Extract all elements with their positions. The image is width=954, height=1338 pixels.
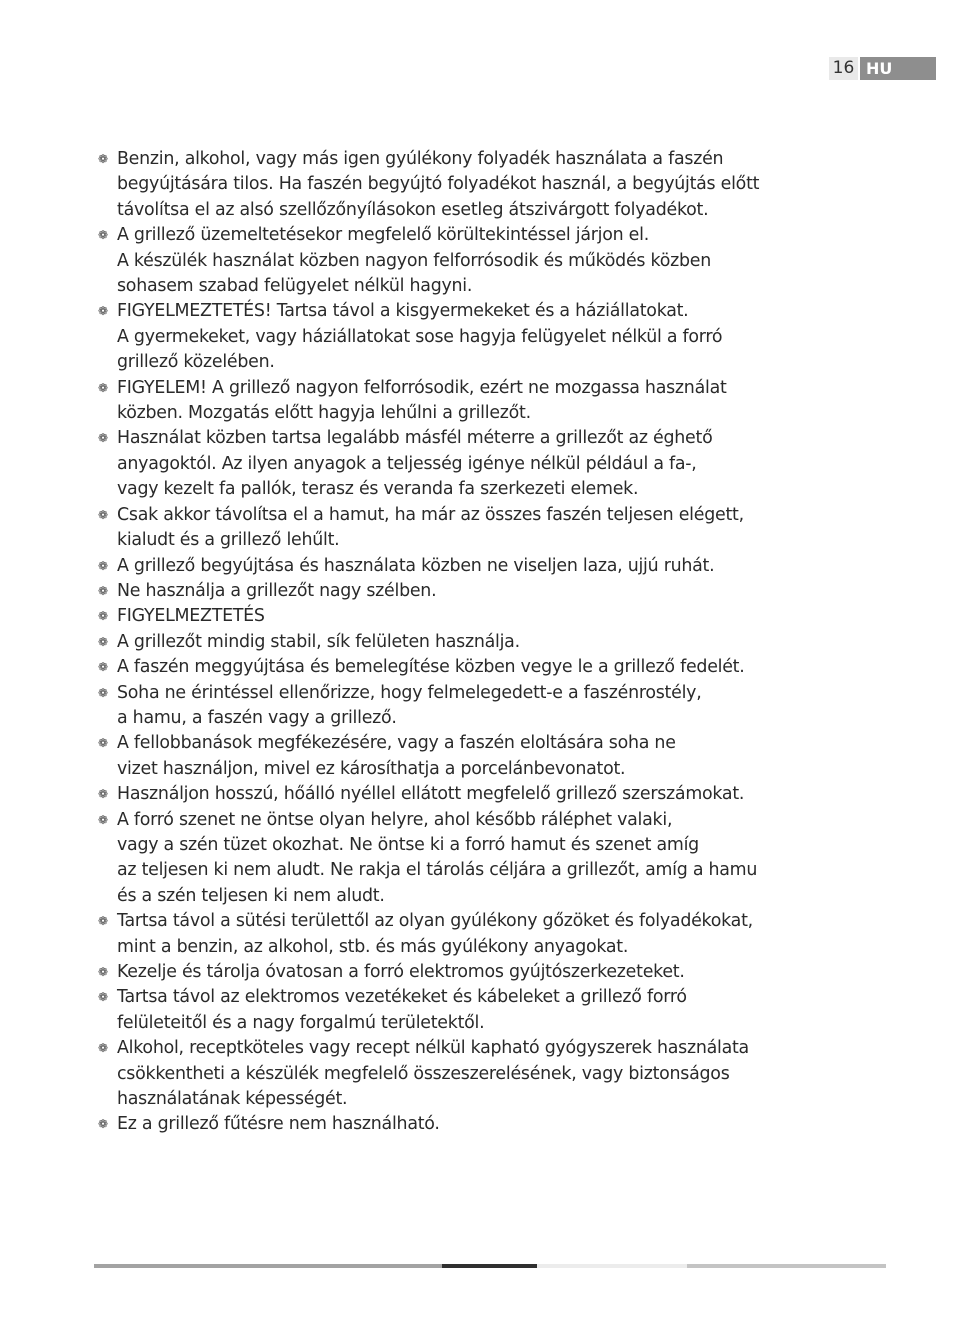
list-item [98,655,858,680]
list-item [98,681,858,732]
list-item [98,554,858,579]
list-item-text: Benzin, alkohol, vagy más igen gyúlékony folyadék használata a faszén begyújtására tilos. Ha faszén begyújtó folyadékot használ, a begyújtás előtt távolítsa el az alsó szellőzőnyílásokon esetleg átszivárgott folyadékot. [117,149,760,220]
list-item [98,579,858,604]
list-item-text: A grillezőt mindig stabil, sík felületen használja. [117,631,520,652]
flower-bullet-icon: ❁ [98,583,108,598]
flower-bullet-icon: ❁ [98,990,108,1005]
list-item [98,1036,858,1112]
list-item [98,630,858,655]
list-item [98,1112,858,1137]
list-item-text: FIGYELMEZTETÉS! Tartsa távol a kisgyermekeket és a háziállatokat. A gyermekeket, vagy háziállatokat sose hagyja felügyelet nélkül a forró grillező közelében. [117,301,723,373]
list-item [98,731,858,782]
list-item-text: FIGYELEM! A grillező nagyon felforrósodik, ezért ne mozgassa használat közben. Mozgatás előtt hagyja lehűlni a grillezőt. [117,377,727,424]
list-item-text: A grillező begyújtása és használata közben ne viseljen laza, ujjú ruhát. [117,555,715,576]
flower-bullet-icon: ❁ [98,558,108,573]
list-item-text: Használjon hosszú, hőálló nyéllel ellátott megfelelő grillező szerszámokat. [117,784,745,805]
flower-bullet-icon: ❁ [98,431,108,446]
footer-bar-segment [687,1264,886,1268]
footer-bar-segment [442,1264,537,1268]
footer-divider-bar [94,1264,886,1268]
list-item-text: Csak akkor távolítsa el a hamut, ha már az összes faszén teljesen elégett, kialudt és a grillező lehűlt. [117,504,744,551]
list-item [98,808,858,910]
list-item-text: Ne használja a grillezőt nagy szélben. [117,580,437,601]
list-item [98,503,858,554]
flower-bullet-icon: ❁ [98,152,108,166]
flower-bullet-icon: ❁ [98,660,108,675]
list-item-text: Kezelje és tárolja óvatosan a forró elektromos gyújtószerkezeteket. [117,962,685,982]
list-item-text: Tartsa távol a sütési területtől az olyan gyúlékony gőzöket és folyadékokat, mint a benzin, az alkohol, stb. és más gyúlékony anyagokat. [117,911,753,957]
footer-bar-segment [94,1264,442,1268]
list-item-text: FIGYELMEZTETÉS [117,606,265,627]
list-item-text: A forró szenet ne öntse olyan helyre, ahol később ráléphet valaki, vagy a szén tüzet okozhat. Ne öntse ki a forró hamut és szenet amíg az teljesen ki nem aludt. Ne rakja el tárolás céljára a grillezőt, amíg a hamu és a szén teljesen ki nem aludt. [117,809,758,906]
list-item-text: A grillező üzemeltetésekor megfelelő körültekintéssel járjon el. A készülék használat közben nagyon felforrósodik és működés közben sohasem szabad felügyelet nélkül hagyni. [117,225,711,297]
flower-bullet-icon: ❁ [98,1117,108,1132]
list-item-text: A faszén meggyújtása és bemelegítése közben vegye le a grillező fedelét. [117,657,745,678]
flower-bullet-icon: ❁ [98,685,108,700]
flower-bullet-icon: ❁ [98,507,108,522]
list-item [98,376,858,427]
list-item [98,782,858,807]
flower-bullet-icon: ❁ [98,304,108,319]
flower-bullet-icon: ❁ [98,914,108,929]
list-item [98,985,858,1036]
list-item [98,223,858,299]
list-item-text: Alkohol, receptköteles vagy recept nélkül kapható gyógyszerek használata csökkentheti a készülék megfelelő összeszerelésének, vagy biztonságos használatának képességét. [117,1038,749,1110]
flower-bullet-icon: ❁ [98,812,108,827]
list-item-text: A fellobbanások megfékezésére, vagy a faszén eloltására soha ne vizet használjon, mivel ez károsíthatja a porcelánbevonatot. [117,733,676,779]
flower-bullet-icon: ❁ [98,965,108,979]
list-item [98,909,858,960]
flower-bullet-icon: ❁ [98,787,108,802]
footer-bar-segment [537,1264,687,1268]
flower-bullet-icon: ❁ [98,1041,108,1056]
list-item-text: Soha ne érintéssel ellenőrizze, hogy felmelegedett-e a faszénrostély, a hamu, a faszén vagy a grillező. [117,682,702,728]
list-item [98,426,858,502]
list-item-text: Tartsa távol az elektromos vezetékeket és kábeleket a grillező forró felületeitől és a nagy forgalmú területektől. [117,987,687,1033]
flower-bullet-icon: ❁ [98,634,108,649]
list-item [98,147,858,223]
page-header-badge [829,57,936,80]
list-item [98,604,858,629]
flower-bullet-icon: ❁ [98,736,108,751]
flower-bullet-icon: ❁ [98,380,108,395]
flower-bullet-icon: ❁ [98,228,108,243]
list-item [98,960,858,985]
list-item [98,299,858,375]
page-number: 16 [829,57,858,80]
list-item-text: Használat közben tartsa legalább másfél méterre a grillezőt az éghető anyagoktól. Az ilyen anyagok a teljesség igénye nélkül például a fa-, vagy kezelt fa pallók, terasz és veranda fa szerkezeti elemek. [117,428,713,500]
safety-instructions-list [98,147,858,1138]
language-code: HU [860,57,936,80]
list-item-text: Ez a grillező fűtésre nem használható. [117,1114,440,1135]
flower-bullet-icon: ❁ [98,609,108,624]
